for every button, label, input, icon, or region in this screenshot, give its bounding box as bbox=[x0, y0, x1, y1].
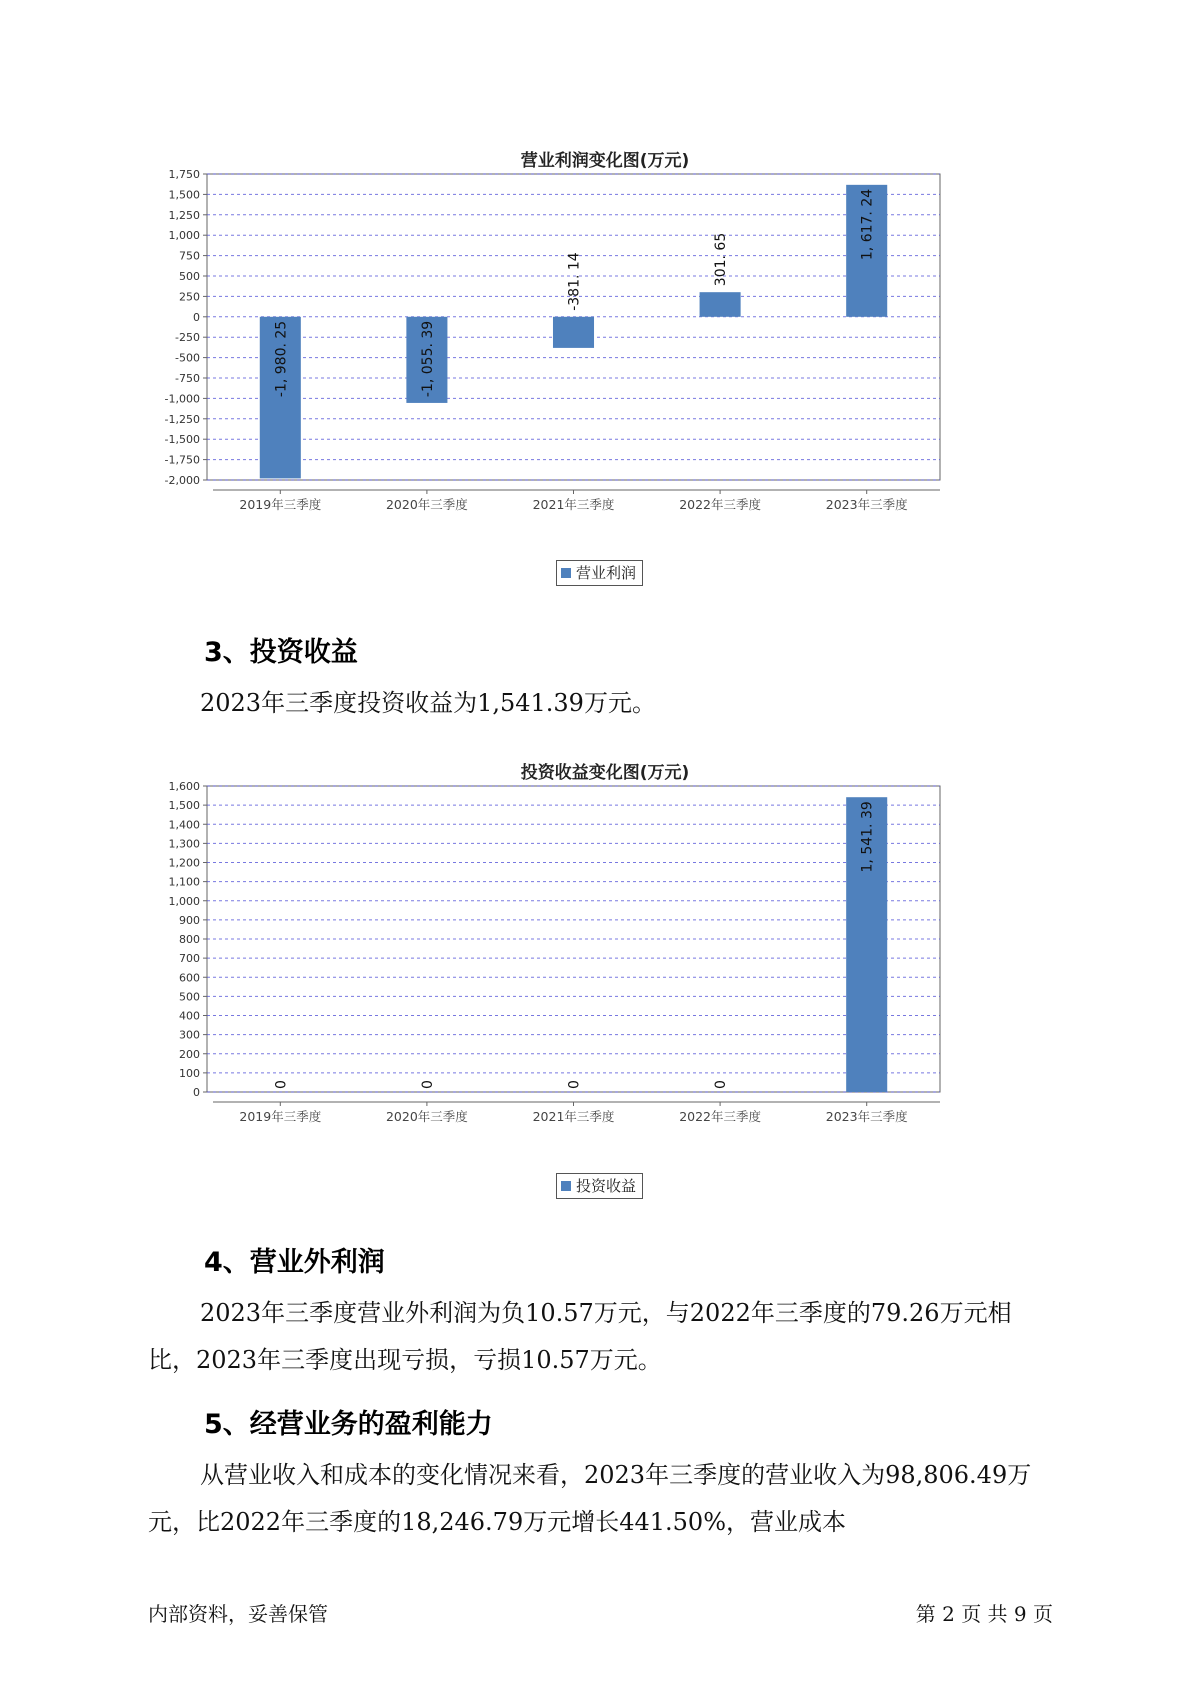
y-tick-label: 1,500 bbox=[168, 799, 200, 813]
section-3-text bbox=[148, 680, 1053, 727]
x-tick-label: 2021年三季度 bbox=[532, 497, 615, 512]
y-tick-label: 400 bbox=[179, 1009, 200, 1023]
x-tick-label: 2019年三季度 bbox=[239, 1109, 322, 1124]
data-label: 1, 541. 39 bbox=[859, 801, 876, 873]
y-tick-label: 750 bbox=[179, 249, 200, 263]
bar bbox=[553, 317, 594, 348]
y-tick-label: 900 bbox=[179, 913, 200, 927]
y-tick-label: 1,300 bbox=[168, 837, 200, 851]
chart-legend bbox=[556, 1173, 643, 1199]
legend-swatch-icon bbox=[561, 1181, 571, 1191]
y-tick-label: 1,000 bbox=[168, 894, 200, 908]
y-tick-label: 1,000 bbox=[168, 229, 200, 243]
x-tick-label: 2023年三季度 bbox=[825, 1109, 908, 1124]
y-tick-label: 500 bbox=[179, 270, 200, 283]
y-tick-label: -500 bbox=[175, 351, 200, 365]
x-tick-label: 2022年三季度 bbox=[679, 497, 762, 512]
y-tick-label: 1,600 bbox=[168, 780, 200, 793]
section-3-heading: 3、投资收益 bbox=[204, 637, 358, 668]
y-tick-label: 700 bbox=[179, 952, 200, 966]
investment-income-chart bbox=[170, 752, 1040, 1212]
x-tick-label: 2023年三季度 bbox=[825, 497, 908, 512]
data-label: 301. 65 bbox=[713, 232, 730, 287]
data-label: 0 bbox=[273, 1080, 290, 1089]
legend-label: 投资收益 bbox=[576, 1177, 637, 1195]
data-label: 0 bbox=[419, 1080, 436, 1089]
bar bbox=[700, 292, 741, 317]
y-tick-label: -750 bbox=[175, 372, 200, 385]
data-label: -1, 980. 25 bbox=[273, 320, 290, 398]
y-tick-label: -1,000 bbox=[164, 392, 200, 406]
chart-title: 投资收益变化图(万元) bbox=[520, 763, 690, 783]
section-5-heading: 5、经营业务的盈利能力 bbox=[204, 1409, 493, 1440]
y-tick-label: 300 bbox=[179, 1028, 200, 1042]
y-tick-label: 500 bbox=[179, 990, 200, 1004]
legend-swatch-icon bbox=[561, 568, 571, 578]
y-tick-label: -2,000 bbox=[164, 474, 200, 487]
section-5-body: 从营业收入和成本的变化情况来看，2023年三季度的营业收入为98,806.49万元，比2022年三季度的18,246.79万元增长441.50%，营业成本 bbox=[148, 1461, 1032, 1536]
y-tick-label: 1,500 bbox=[168, 188, 200, 202]
y-tick-label: 1,250 bbox=[168, 208, 200, 222]
footer-left: 内部资料，妥善保管 bbox=[148, 1602, 328, 1626]
y-tick-label: 1,400 bbox=[168, 818, 200, 832]
x-tick-label: 2022年三季度 bbox=[679, 1109, 762, 1124]
x-tick-label: 2021年三季度 bbox=[532, 1109, 615, 1124]
section-3-body: 2023年三季度投资收益为1,541.39万元。 bbox=[200, 689, 656, 717]
section-4-heading: 4、营业外利润 bbox=[204, 1247, 385, 1278]
section-4-text bbox=[148, 1290, 1053, 1384]
y-tick-label: 600 bbox=[179, 971, 200, 985]
y-tick-label: 100 bbox=[179, 1066, 200, 1080]
y-tick-label: 1,100 bbox=[168, 875, 200, 889]
section-5-text bbox=[148, 1452, 1053, 1546]
chart-svg bbox=[170, 782, 1040, 1182]
y-tick-label: 0 bbox=[193, 310, 200, 324]
data-label: 1, 617. 24 bbox=[859, 188, 876, 261]
y-tick-label: 1,200 bbox=[168, 856, 200, 870]
chart-svg bbox=[164, 168, 1040, 570]
x-tick-label: 2020年三季度 bbox=[385, 497, 468, 512]
y-tick-label: 800 bbox=[179, 933, 200, 946]
section-4-body: 2023年三季度营业外利润为负10.57万元，与2022年三季度的79.26万元相比，2023年三季度出现亏损，亏损10.57万元。 bbox=[148, 1299, 1012, 1374]
y-tick-label: -1,750 bbox=[164, 453, 200, 467]
y-tick-label: -1,500 bbox=[164, 433, 200, 447]
chart-title: 营业利润变化图(万元) bbox=[520, 151, 690, 171]
chart-legend bbox=[556, 560, 643, 586]
y-tick-label: 0 bbox=[193, 1086, 200, 1099]
y-tick-label: -1,250 bbox=[164, 412, 200, 426]
data-label: -381. 14 bbox=[566, 252, 583, 311]
x-tick-label: 2019年三季度 bbox=[239, 497, 322, 512]
y-tick-label: -250 bbox=[175, 331, 200, 345]
legend-label: 营业利润 bbox=[576, 564, 637, 582]
y-tick-label: 250 bbox=[179, 290, 200, 304]
y-tick-label: 1,750 bbox=[168, 168, 200, 181]
y-tick-label: 200 bbox=[179, 1047, 200, 1061]
footer-page-number: 第 2 页 共 9 页 bbox=[915, 1602, 1053, 1626]
data-label: 0 bbox=[713, 1080, 730, 1089]
data-label: -1, 055. 39 bbox=[419, 320, 436, 398]
data-label: 0 bbox=[566, 1080, 583, 1089]
operating-profit-chart bbox=[164, 140, 1040, 600]
x-tick-label: 2020年三季度 bbox=[385, 1109, 468, 1124]
